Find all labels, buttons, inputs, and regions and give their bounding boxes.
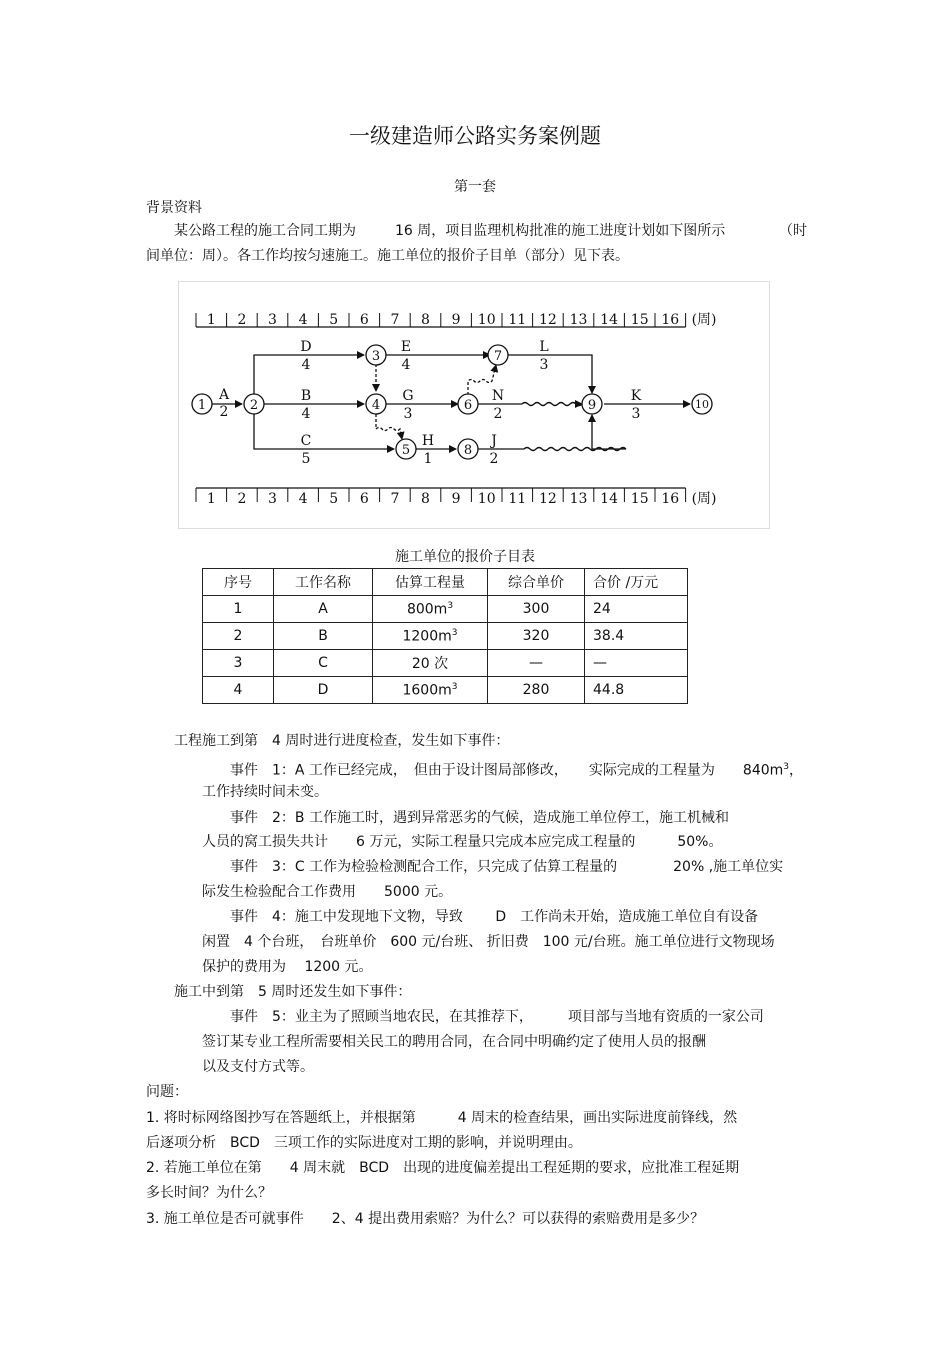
act-E-dur: 4 bbox=[401, 357, 411, 373]
event-4-line-b: 闲置 4 个台班， 台班单价 600 元/台班、 折旧费 100 元/台班。施工单位进行文物现场 bbox=[202, 934, 775, 950]
qty-text: 20 次 bbox=[411, 656, 449, 672]
act-G-name: G bbox=[402, 388, 414, 404]
event-1-line-b: 工作持续时间未变。 bbox=[202, 784, 328, 800]
act-L-name: L bbox=[539, 339, 549, 355]
cell-no: 4 bbox=[203, 677, 274, 704]
act-J-dur: 2 bbox=[489, 451, 499, 467]
intro-line-1c: （时 bbox=[779, 223, 807, 239]
act-D-dur: 4 bbox=[301, 357, 311, 373]
qty-sup: 3 bbox=[447, 600, 454, 611]
event-2-line-a: 事件 2：B 工作施工时，遇到异常恶劣的气候，造成施工单位停工，施工机械和 bbox=[230, 810, 729, 826]
question-2-line-a: 2. 若施工单位在第 4 周末就 BCD 出现的进度偏差提出工程延期的要求，应批准工程延期 bbox=[146, 1160, 740, 1176]
background-label: 背景资料 bbox=[146, 200, 202, 216]
question-1-line-b: 后逐项分析 BCD 三项工作的实际进度对工期的影响，并说明理由。 bbox=[146, 1135, 582, 1151]
act-K-dur: 3 bbox=[631, 406, 641, 422]
cell-qty bbox=[373, 596, 488, 623]
header-price: 综合单价 bbox=[488, 569, 585, 596]
scale-label: 3 bbox=[268, 312, 277, 328]
node-8-label: 8 bbox=[463, 443, 473, 458]
scale-label: 6 bbox=[359, 491, 369, 507]
intro-line-1a: 某公路工程的施工合同工期为 bbox=[174, 223, 356, 239]
qty-text: 1200m bbox=[402, 628, 452, 645]
scale-label: 4 bbox=[298, 491, 308, 507]
cell-total: 44.8 bbox=[585, 677, 688, 704]
act-E-name: E bbox=[400, 339, 412, 355]
header-name: 工作名称 bbox=[274, 569, 373, 596]
act-J-name: J bbox=[491, 433, 497, 449]
scale-label: 3 bbox=[268, 491, 277, 507]
event-3-line-a: 事件 3：C 工作为检验检测配合工作，只完成了估算工程量的 20% ,施工单位实 bbox=[230, 859, 784, 875]
quote-table bbox=[202, 568, 688, 704]
scale-label: 8 bbox=[421, 491, 430, 507]
scale-label: 9 bbox=[451, 312, 461, 328]
act-N-dur: 2 bbox=[493, 406, 503, 422]
cell-price: — bbox=[488, 650, 585, 677]
table-row bbox=[203, 650, 688, 677]
scale-label: 13 bbox=[569, 312, 588, 328]
scale-label: 16 bbox=[661, 312, 680, 328]
scale-label: 11 bbox=[508, 491, 527, 507]
scale-label: 9 bbox=[451, 491, 461, 507]
scale-label: 4 bbox=[298, 312, 308, 328]
scale-label: 14 bbox=[600, 491, 619, 507]
event-1-text: 事件 1：A 工作已经完成， 但由于设计图局部修改， 实际完成的工程量为 840m bbox=[230, 762, 784, 779]
set-subtitle: 第一套 bbox=[454, 179, 496, 195]
table-header-row bbox=[203, 569, 688, 596]
act-B-name: B bbox=[300, 388, 312, 404]
cell-price: 280 bbox=[488, 677, 585, 704]
arrow-L bbox=[508, 355, 592, 393]
scale-label: 12 bbox=[538, 312, 557, 328]
node-7-label: 7 bbox=[493, 349, 503, 364]
questions-label: 问题： bbox=[146, 1084, 188, 1100]
act-N-name: N bbox=[491, 388, 505, 404]
act-A-dur: 2 bbox=[219, 404, 229, 420]
act-K-name: K bbox=[630, 388, 642, 404]
scale-label: 5 bbox=[329, 312, 339, 328]
node-10-label: 10 bbox=[695, 398, 709, 411]
intro-line-1b: 16 周，项目监理机构批准的施工进度计划如下图所示 bbox=[395, 223, 726, 239]
events-intro-week4: 工程施工到第 4 周时进行进度检查，发生如下事件： bbox=[174, 733, 510, 749]
time-scale-bottom bbox=[196, 488, 717, 507]
scale-label: 10 bbox=[477, 491, 496, 507]
scale-label: 5 bbox=[329, 491, 339, 507]
act-D-name: D bbox=[300, 339, 312, 355]
scale-label: 2 bbox=[237, 312, 247, 328]
act-G-dur: 3 bbox=[403, 406, 413, 422]
qty-text: 1600m bbox=[402, 682, 452, 699]
event-4-line-a: 事件 4：施工中发现地下文物，导致 D 工作尚未开始，造成施工单位自有设备 bbox=[230, 909, 759, 925]
node-2-label: 2 bbox=[249, 398, 259, 413]
cell-total: 38.4 bbox=[585, 623, 688, 650]
scale-label: 14 bbox=[600, 312, 619, 328]
act-A-name: A bbox=[218, 387, 230, 403]
event-3-line-b: 际发生检验配合工作费用 5000 元。 bbox=[202, 884, 453, 900]
scale-label: 15 bbox=[630, 312, 649, 328]
event-1-sup: 3 bbox=[783, 762, 790, 772]
node-5-label: 5 bbox=[401, 443, 411, 458]
event-5-line-c: 以及支付方式等。 bbox=[202, 1059, 314, 1075]
qty-sup: 3 bbox=[451, 627, 458, 638]
table-row bbox=[203, 623, 688, 650]
cell-no: 2 bbox=[203, 623, 274, 650]
scale-label: 15 bbox=[630, 491, 649, 507]
scale-label: 7 bbox=[390, 491, 400, 507]
scale-label: 2 bbox=[237, 491, 247, 507]
event-4-line-c: 保护的费用为 1200 元。 bbox=[202, 959, 373, 975]
scale-label: 1 bbox=[206, 491, 216, 507]
dummy-4-5 bbox=[376, 414, 402, 439]
cell-qty bbox=[373, 623, 488, 650]
table-caption: 施工单位的报价子目表 bbox=[395, 549, 535, 565]
scale-label: 1 bbox=[206, 312, 216, 328]
act-B-dur: 4 bbox=[301, 406, 311, 422]
scale-label: 7 bbox=[390, 312, 400, 328]
question-3: 3. 施工单位是否可就事件 2、4 提出费用索赔？为什么？可以获得的索赔费用是多少？ bbox=[146, 1211, 705, 1227]
cell-qty bbox=[373, 677, 488, 704]
question-2-line-b: 多长时间？为什么？ bbox=[146, 1185, 272, 1201]
table-row bbox=[203, 596, 688, 623]
cell-name: C bbox=[274, 650, 373, 677]
cell-qty bbox=[373, 650, 488, 677]
scale-label: 11 bbox=[508, 312, 527, 328]
cell-price: 300 bbox=[488, 596, 585, 623]
event-1-line-a bbox=[230, 757, 803, 781]
act-H-dur: 1 bbox=[423, 451, 433, 467]
event-1-tail: ， bbox=[789, 762, 804, 779]
intro-line-2: 间单位：周）。各工作均按匀速施工。施工单位的报价子目单（部分）见下表。 bbox=[146, 248, 629, 264]
header-qty: 估算工程量 bbox=[373, 569, 488, 596]
cell-name: D bbox=[274, 677, 373, 704]
scale-label: 8 bbox=[421, 312, 430, 328]
node-3-label: 3 bbox=[371, 349, 381, 364]
scale-label: 12 bbox=[538, 491, 557, 507]
scale-label: 10 bbox=[477, 312, 496, 328]
qty-text: 800m bbox=[406, 601, 448, 618]
cell-no: 3 bbox=[203, 650, 274, 677]
cell-name: B bbox=[274, 623, 373, 650]
event-5-line-b: 签订某专业工程所需要相关民工的聘用合同，在合同中明确约定了使用人员的报酬 bbox=[202, 1034, 706, 1050]
cell-total: 24 bbox=[585, 596, 688, 623]
cell-total: — bbox=[585, 650, 688, 677]
event-5-line-a: 事件 5：业主为了照顾当地农民，在其推荐下， 项目部与当地有资质的一家公司 bbox=[230, 1009, 764, 1025]
act-C-name: C bbox=[300, 433, 312, 449]
node-4-label: 4 bbox=[371, 398, 381, 413]
cell-price: 320 bbox=[488, 623, 585, 650]
header-total: 合价 /万元 bbox=[585, 569, 688, 596]
scale-label: 16 bbox=[661, 491, 680, 507]
events-intro-week5: 施工中到第 5 周时还发生如下事件： bbox=[174, 984, 412, 1000]
act-L-dur: 3 bbox=[539, 357, 549, 373]
table-row bbox=[203, 677, 688, 704]
time-scale-top bbox=[196, 312, 717, 328]
wave-N bbox=[522, 403, 582, 406]
scale-unit: (周) bbox=[691, 491, 717, 507]
act-H-name: H bbox=[421, 433, 435, 449]
scale-unit: (周) bbox=[691, 312, 717, 328]
cell-name: A bbox=[274, 596, 373, 623]
scale-label: 6 bbox=[359, 312, 369, 328]
node-6-label: 6 bbox=[463, 398, 473, 413]
cell-no: 1 bbox=[203, 596, 274, 623]
qty-sup: 3 bbox=[451, 681, 458, 692]
node-1-label: 1 bbox=[197, 398, 207, 413]
document-title: 一级建造师公路实务案例题 bbox=[349, 124, 601, 148]
question-1-line-a: 1. 将时标网络图抄写在答题纸上，并根据第 4 周末的检查结果，画出实际进度前锋线，然 bbox=[146, 1110, 738, 1126]
network-diagram bbox=[178, 281, 770, 529]
event-2-line-b: 人员的窝工损失共计 6 万元，实际工程量只完成本应完成工程量的 50%。 bbox=[202, 834, 723, 850]
node-9-label: 9 bbox=[587, 398, 597, 413]
scale-label: 13 bbox=[569, 491, 588, 507]
act-C-dur: 5 bbox=[301, 451, 311, 467]
header-no: 序号 bbox=[203, 569, 274, 596]
